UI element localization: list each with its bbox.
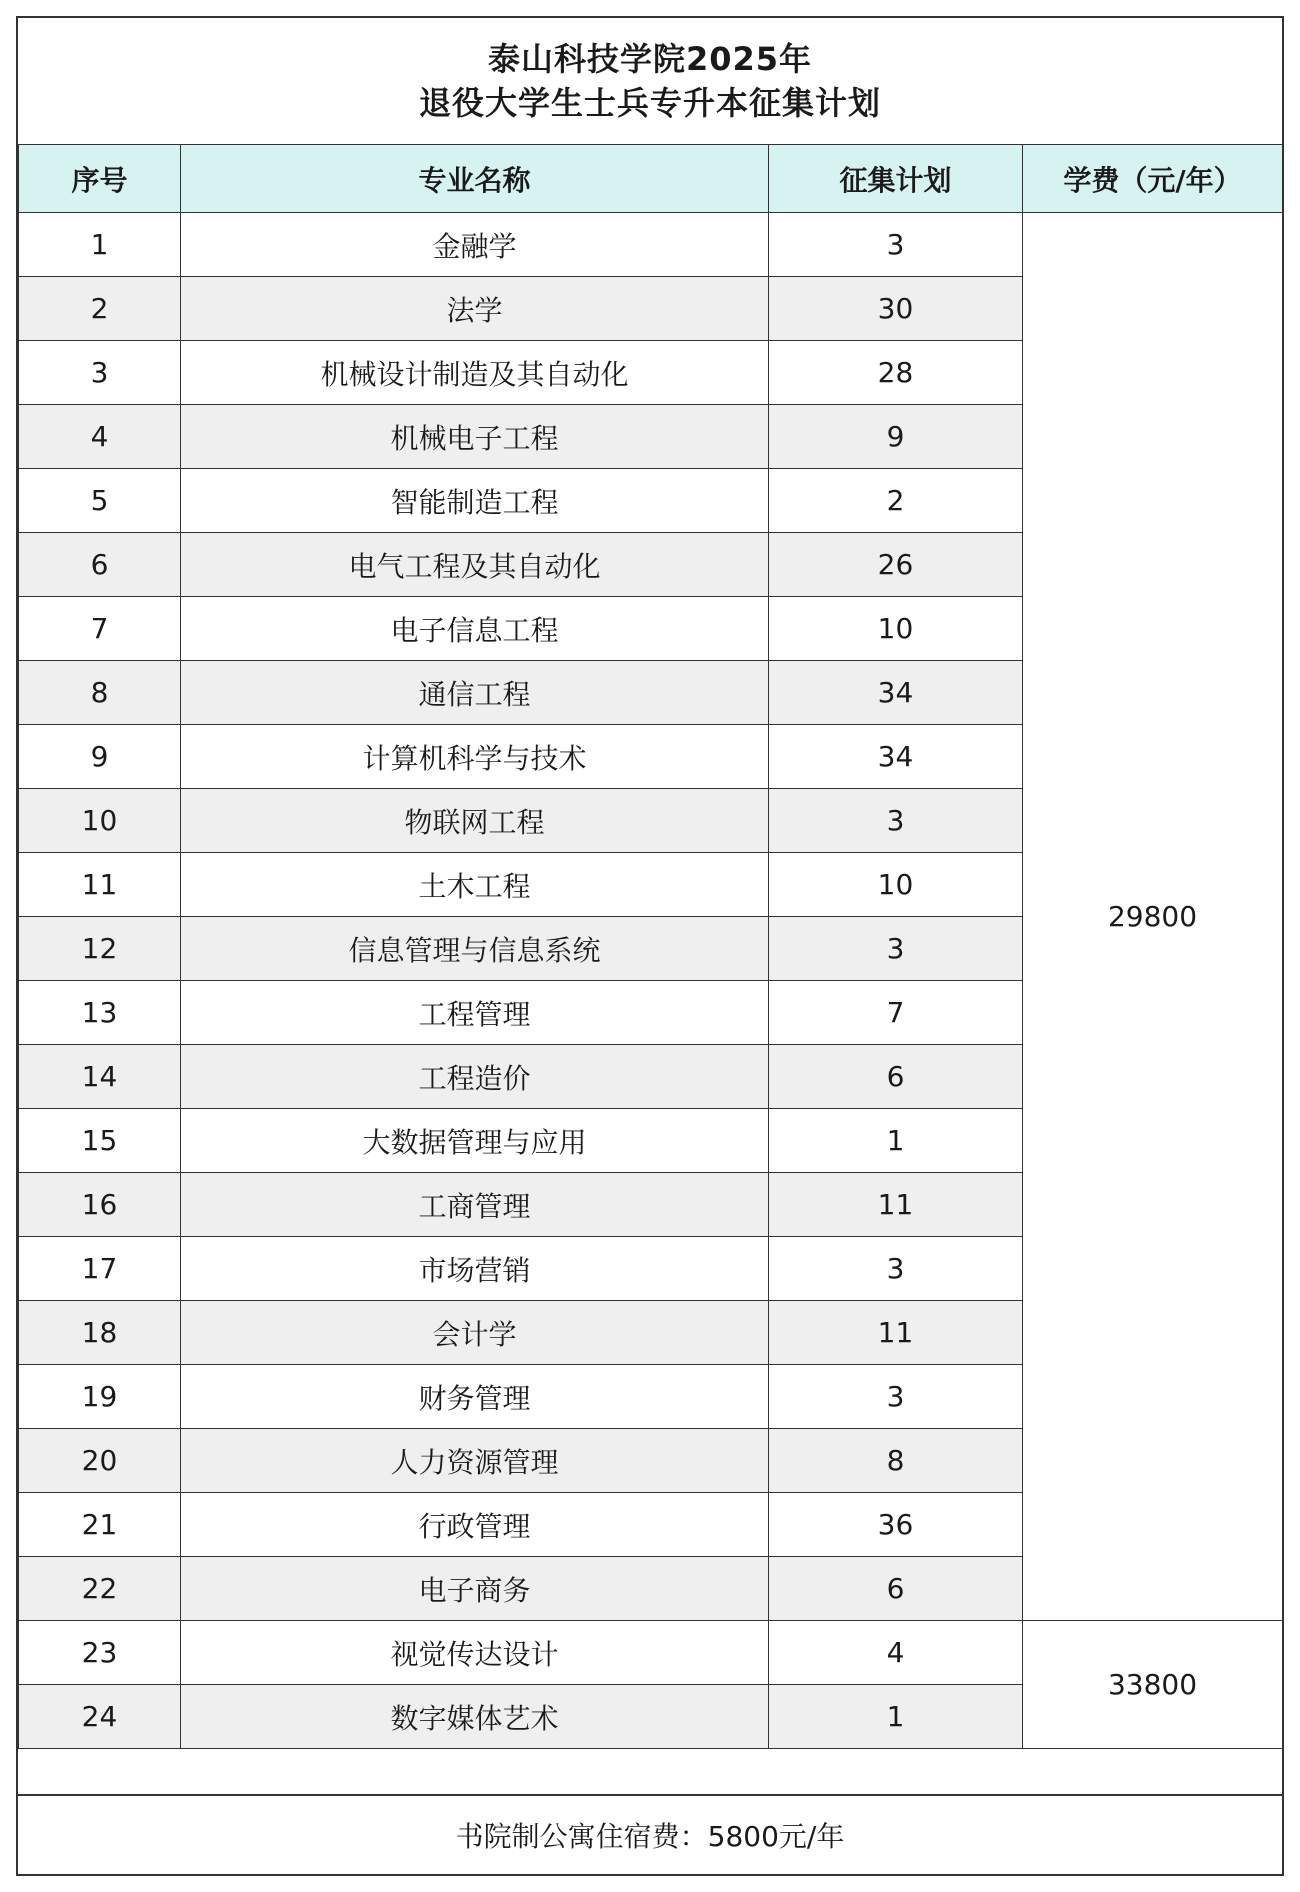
row-plan: 26 xyxy=(769,533,1023,597)
row-index: 17 xyxy=(19,1237,181,1301)
row-plan: 3 xyxy=(769,917,1023,981)
row-index: 18 xyxy=(19,1301,181,1365)
row-index: 20 xyxy=(19,1429,181,1493)
row-index: 21 xyxy=(19,1493,181,1557)
row-major: 行政管理 xyxy=(181,1493,769,1557)
row-major: 市场营销 xyxy=(181,1237,769,1301)
row-index: 2 xyxy=(19,277,181,341)
row-major: 机械电子工程 xyxy=(181,405,769,469)
row-major: 机械设计制造及其自动化 xyxy=(181,341,769,405)
row-index: 14 xyxy=(19,1045,181,1109)
row-major: 法学 xyxy=(181,277,769,341)
row-index: 4 xyxy=(19,405,181,469)
header-major: 专业名称 xyxy=(181,145,769,213)
row-plan: 2 xyxy=(769,469,1023,533)
row-index: 12 xyxy=(19,917,181,981)
header-index: 序号 xyxy=(19,145,181,213)
row-index: 15 xyxy=(19,1109,181,1173)
row-plan: 4 xyxy=(769,1621,1023,1685)
row-plan: 9 xyxy=(769,405,1023,469)
row-plan: 11 xyxy=(769,1301,1023,1365)
header-fee: 学费（元/年） xyxy=(1023,145,1283,213)
row-plan: 28 xyxy=(769,341,1023,405)
row-index: 10 xyxy=(19,789,181,853)
row-major: 电气工程及其自动化 xyxy=(181,533,769,597)
row-index: 19 xyxy=(19,1365,181,1429)
row-major: 电子商务 xyxy=(181,1557,769,1621)
row-major: 工程造价 xyxy=(181,1045,769,1109)
row-plan: 6 xyxy=(769,1557,1023,1621)
row-major: 财务管理 xyxy=(181,1365,769,1429)
row-plan: 36 xyxy=(769,1493,1023,1557)
row-major: 通信工程 xyxy=(181,661,769,725)
enrollment-plan-sheet xyxy=(16,16,1284,1876)
row-major: 人力资源管理 xyxy=(181,1429,769,1493)
row-major: 数字媒体艺术 xyxy=(181,1685,769,1749)
row-plan: 1 xyxy=(769,1109,1023,1173)
title-line-2: 退役大学生士兵专升本征集计划 xyxy=(418,84,881,122)
row-major: 土木工程 xyxy=(181,853,769,917)
row-index: 11 xyxy=(19,853,181,917)
row-major: 计算机科学与技术 xyxy=(181,725,769,789)
row-plan: 3 xyxy=(769,789,1023,853)
row-major: 工商管理 xyxy=(181,1173,769,1237)
title-block xyxy=(18,18,1282,146)
row-index: 6 xyxy=(19,533,181,597)
header-plan: 征集计划 xyxy=(769,145,1023,213)
row-major: 信息管理与信息系统 xyxy=(181,917,769,981)
row-plan: 8 xyxy=(769,1429,1023,1493)
row-plan: 1 xyxy=(769,1685,1023,1749)
row-plan: 11 xyxy=(769,1173,1023,1237)
row-plan: 10 xyxy=(769,597,1023,661)
row-index: 13 xyxy=(19,981,181,1045)
row-plan: 7 xyxy=(769,981,1023,1045)
footer-note: 书院制公寓住宿费：5800元/年 xyxy=(18,1794,1282,1874)
row-major: 物联网工程 xyxy=(181,789,769,853)
row-plan: 6 xyxy=(769,1045,1023,1109)
table-row xyxy=(19,213,1283,277)
table-row xyxy=(19,1621,1283,1685)
plan-table xyxy=(18,144,1283,1749)
row-plan: 30 xyxy=(769,277,1023,341)
row-plan: 3 xyxy=(769,1237,1023,1301)
row-index: 23 xyxy=(19,1621,181,1685)
title-line-1: 泰山科技学院2025年 xyxy=(487,40,813,78)
row-major: 视觉传达设计 xyxy=(181,1621,769,1685)
plan-body xyxy=(19,213,1283,1749)
fee-cell: 29800 xyxy=(1023,213,1283,1621)
row-plan: 34 xyxy=(769,661,1023,725)
row-major: 会计学 xyxy=(181,1301,769,1365)
row-index: 5 xyxy=(19,469,181,533)
row-index: 16 xyxy=(19,1173,181,1237)
fee-cell: 33800 xyxy=(1023,1621,1283,1749)
row-index: 8 xyxy=(19,661,181,725)
row-major: 工程管理 xyxy=(181,981,769,1045)
row-index: 7 xyxy=(19,597,181,661)
row-major: 大数据管理与应用 xyxy=(181,1109,769,1173)
row-plan: 3 xyxy=(769,213,1023,277)
row-index: 24 xyxy=(19,1685,181,1749)
row-plan: 10 xyxy=(769,853,1023,917)
row-index: 22 xyxy=(19,1557,181,1621)
row-major: 电子信息工程 xyxy=(181,597,769,661)
row-plan: 3 xyxy=(769,1365,1023,1429)
row-major: 金融学 xyxy=(181,213,769,277)
row-index: 3 xyxy=(19,341,181,405)
row-index: 9 xyxy=(19,725,181,789)
row-index: 1 xyxy=(19,213,181,277)
row-plan: 34 xyxy=(769,725,1023,789)
header-row xyxy=(19,145,1283,213)
row-major: 智能制造工程 xyxy=(181,469,769,533)
